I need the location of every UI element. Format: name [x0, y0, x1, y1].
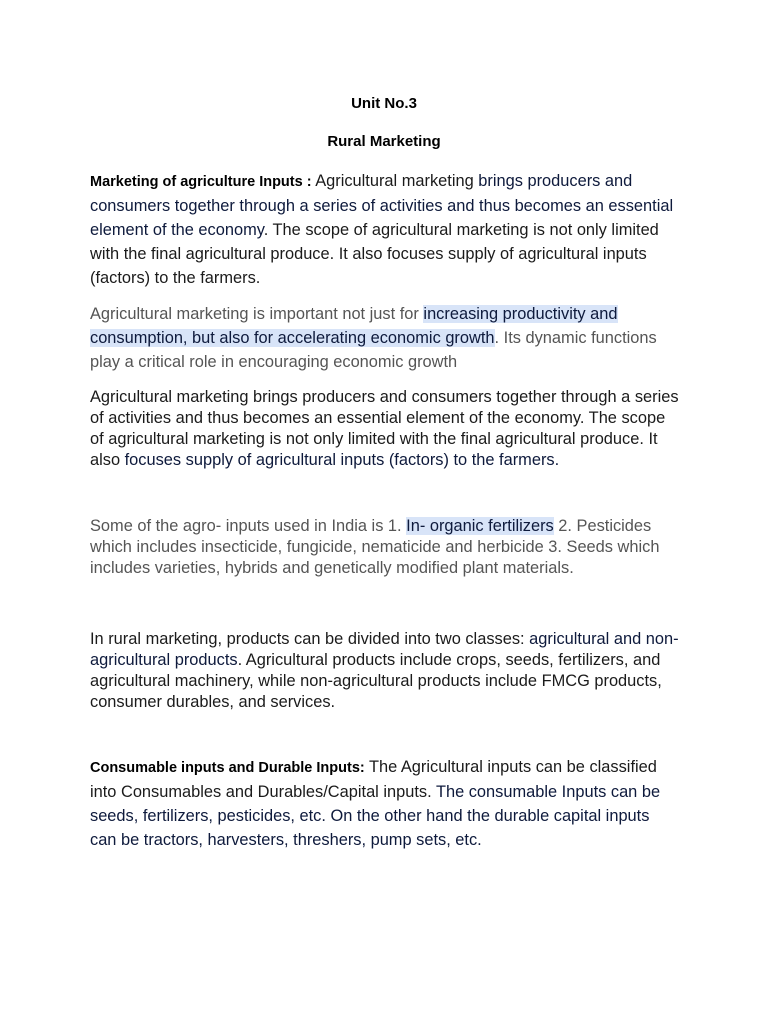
paragraph-lead: Consumable inputs and Durable Inputs: — [90, 760, 365, 776]
unit-title: Unit No.3 — [351, 95, 417, 112]
paragraph-text: . The scope of agricultural marketing is not only limited with the final agricultural produce. It also focuses supply of agricultural inputs (factors) to the farmers. — [90, 221, 659, 287]
paragraph-text: . Agricultural products include crops, seeds, fertilizers, and agricultural machinery, while non-agricultural products include FMCG products, consumer durables, and services. — [90, 651, 662, 711]
paragraph-scope — [90, 387, 680, 471]
paragraph-agri-inputs — [90, 169, 680, 290]
paragraph-text: . Its dynamic functions play a critical role in encouraging economic growth — [90, 329, 657, 371]
paragraph-text: The Agricultural inputs can be classified into Consumables and Durables/Capital inputs. — [90, 758, 657, 801]
paragraph-agro-inputs — [90, 516, 680, 579]
paragraph-text-emphasis: brings producers and consumers together through a series of activities and thus becomes an essential element of the economy — [90, 172, 674, 239]
paragraph-text: 2. Pesticides which includes insecticide, fungicide, nematicide and herbicide 3. Seeds which includes varieties, hybrids and genetically modified plant materials. — [90, 517, 660, 577]
highlighted-text: increasing productivity and consumption, but also for accelerating economic growth — [90, 305, 618, 347]
paragraph-text: Agricultural marketing brings producers and consumers together through a series of activities and thus becomes an essential element of the economy. The scope of agricultural marketing is not only limited with the final agricultural produce. It also — [90, 388, 679, 469]
paragraph-consumable-durable — [90, 755, 680, 852]
paragraph-text: Agricultural marketing is important not just for — [90, 305, 424, 323]
paragraph-text: Some of the agro- inputs used in India is 1. — [90, 517, 407, 535]
highlighted-text: In- organic fertilizers — [406, 517, 554, 535]
paragraph-text: In rural marketing, products can be divided into two classes: — [90, 630, 530, 648]
paragraph-importance — [90, 302, 680, 374]
paragraph-product-classes — [90, 629, 680, 713]
paragraph-text-emphasis: focuses supply of agricultural inputs (factors) to the farmers. — [124, 451, 560, 469]
paragraph-lead: Marketing of agriculture Inputs : — [90, 174, 312, 190]
paragraph-text-emphasis: The consumable Inputs can be seeds, fertilizers, pesticides, etc. On the other hand the durable capital inputs can be tractors, harvesters, threshers, pump sets, etc. — [90, 783, 661, 849]
paragraph-text: Agricultural marketing — [311, 172, 479, 190]
subject-title: Rural Marketing — [327, 133, 441, 150]
paragraph-text-emphasis: agricultural and non-agricultural products — [90, 630, 679, 669]
